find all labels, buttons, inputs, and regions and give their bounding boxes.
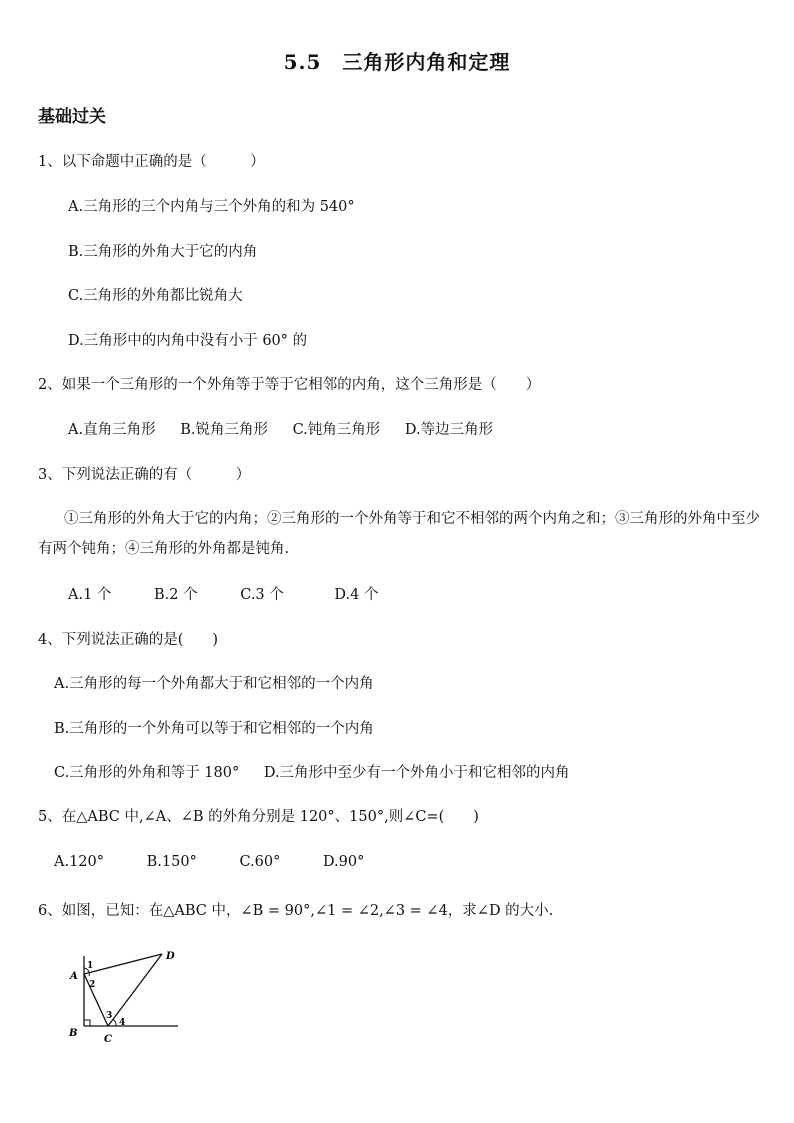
question-5-option-a: A.120°: [54, 854, 105, 870]
question-5-options: [54, 852, 364, 872]
question-5-option-d: D.90°: [322, 854, 365, 870]
question-3-statements: ①三角形的外角大于它的内角；②三角形的一个外角等于和它不相邻的两个内角之和；③三角形的外角中至少有两个钝角；④三角形的外角都是钝角.: [38, 511, 760, 557]
question-3-stem: 3、下列说法正确的有（ ）: [38, 467, 251, 483]
question-4-option-a: A.三角形的每一个外角都大于和它相邻的一个内角: [54, 676, 374, 692]
question-1-stem: 1、以下命题中正确的是（ ）: [38, 154, 265, 170]
question-3-option-a: A.1 个: [68, 587, 112, 603]
label-c: C: [104, 1034, 112, 1045]
section-heading: 基础过关: [38, 107, 106, 127]
question-4-option-b: B.三角形的一个外角可以等于和它相邻的一个内角: [54, 721, 374, 737]
page-title: 5.5 三角形内角和定理: [283, 50, 511, 74]
label-a: A: [70, 971, 78, 982]
segment-ac: [84, 974, 108, 1026]
question-2-option-a: A.直角三角形: [68, 422, 156, 438]
angle-label-1: 1: [87, 961, 94, 971]
geometry-figure: [62, 946, 184, 1046]
question-5-stem: 5、在△ABC 中,∠A、∠B 的外角分别是 120°、150°,则∠C=( ): [38, 809, 479, 825]
segment-cd: [108, 954, 162, 1026]
question-4-stem: 4、下列说法正确的是( ): [38, 632, 219, 648]
question-5-option-b: B.150°: [146, 854, 197, 870]
question-3-option-d: D.4 个: [334, 587, 379, 603]
question-1-option-d: D.三角形中的内角中没有小于 60° 的: [68, 333, 308, 349]
question-4-option-c: C.三角形的外角和等于 180°: [54, 765, 240, 781]
question-1-option-a: A.三角形的三个内角与三个外角的和为 540°: [68, 199, 355, 215]
question-4-option-d: D.三角形中至少有一个外角小于和它相邻的内角: [263, 765, 570, 781]
right-angle-mark: [84, 1020, 90, 1026]
label-b: B: [69, 1028, 78, 1039]
question-4-options-cd: [54, 763, 570, 783]
angle-label-3: 3: [106, 1011, 113, 1021]
label-d: D: [166, 951, 175, 962]
question-2-option-c: C.钝角三角形: [292, 422, 381, 438]
question-5-option-c: C.60°: [239, 854, 281, 870]
question-3-options: [68, 585, 378, 605]
segment-ad: [84, 954, 162, 974]
angle-arc-c: [113, 1019, 116, 1026]
question-1-option-b: B.三角形的外角大于它的内角: [68, 244, 258, 260]
question-2-stem: 2、如果一个三角形的一个外角等于等于它相邻的内角，这个三角形是（ ）: [38, 377, 541, 393]
angle-label-4: 4: [119, 1018, 126, 1028]
angle-label-2: 2: [89, 980, 96, 990]
question-3-option-c: C.3 个: [240, 587, 284, 603]
question-1-option-c: C.三角形的外角都比锐角大: [68, 288, 243, 304]
question-6-stem: 6、如图，已知：在△ABC 中，∠B = 90°,∠1 = ∠2,∠3 = ∠4，求∠D 的大小.: [38, 903, 554, 919]
question-2-option-b: B.锐角三角形: [180, 422, 268, 438]
question-2-options: [68, 420, 493, 440]
question-2-option-d: D.等边三角形: [404, 422, 494, 438]
question-3-option-b: B.2 个: [154, 587, 198, 603]
